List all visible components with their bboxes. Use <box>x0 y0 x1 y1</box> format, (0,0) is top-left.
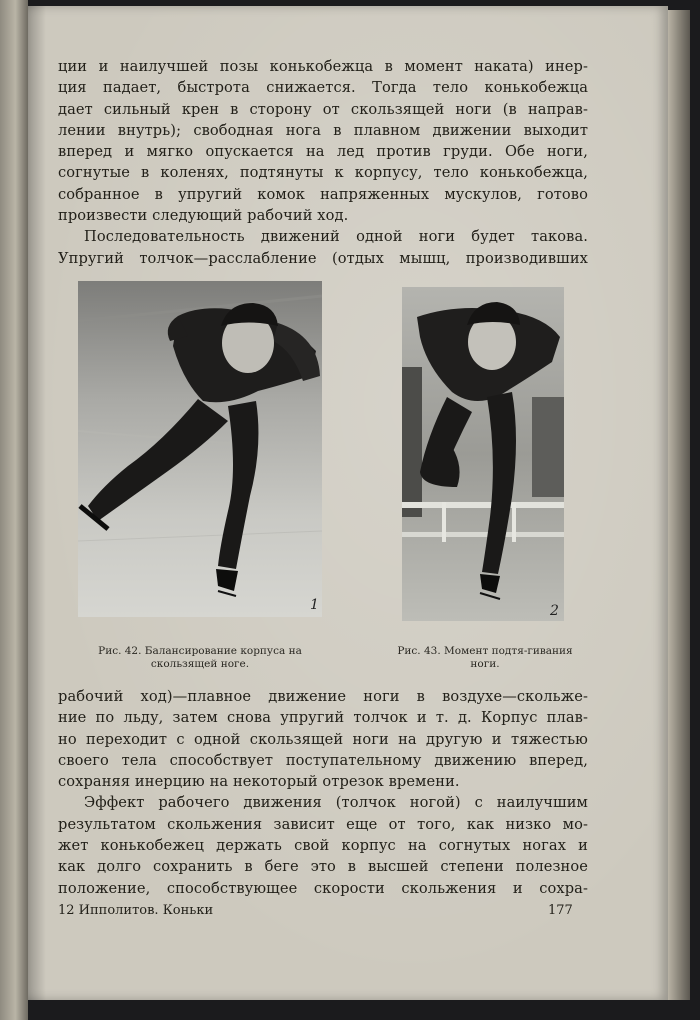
left-page-edge <box>0 0 28 1020</box>
paragraph-bottom <box>58 686 588 899</box>
text-line: рабочий ход)—плавное движение ноги в воздухе—скольже- <box>58 688 588 705</box>
figure-caption: Рис. 43. Момент подтя-гивания ноги. <box>397 645 573 670</box>
text-line: положение, способствующее скорости скольжения и сохра- <box>58 879 588 897</box>
text-line: ции и наилучшей позы конькобежца в момент наката) инер- <box>58 58 588 75</box>
text-line: сохраняя инерцию на некоторый отрезок времени. <box>58 773 460 791</box>
text-line: собранное в упругий комок напряженных мускулов, готово <box>58 185 588 203</box>
figure-number: 2 <box>550 603 559 619</box>
page-number: 177 <box>548 903 573 918</box>
figure-skater-balancing <box>78 281 322 617</box>
right-page-edge <box>668 10 690 1000</box>
text-line: Эффект рабочего движения (толчок ногой) с наилучшим <box>84 794 588 812</box>
text-line: результатом скольжения зависит еще от того, как низко мо- <box>58 815 588 833</box>
text-line: Упругий толчок—расслабление (отдых мышц, производивших <box>58 249 588 267</box>
text-line: произвести следующий рабочий ход. <box>58 207 349 225</box>
figure-number: 1 <box>310 597 319 613</box>
text-line: ция падает, быстрота снижается. Тогда тело конькобежца <box>58 79 588 97</box>
paragraph-top <box>58 56 588 269</box>
text-line: ние по льду, затем снова упругий толчок и т. д. Корпус плав- <box>58 709 588 727</box>
figure-skater-leg-pull <box>402 287 564 621</box>
text-line: вперед и мягко опускается на лед против груди. Обе ноги, <box>58 143 588 161</box>
text-line: согнутые в коленях, подтянуты к корпусу, тело конькобежца, <box>58 164 588 182</box>
text-line: жет конькобежец держать свой корпус на согнутых ногах и <box>58 837 588 855</box>
text-line: как долго сохранить в беге это в высшей степени полезное <box>58 858 588 876</box>
figure-caption: Рис. 42. Балансирование корпуса на скользящей ноге. <box>98 645 302 670</box>
text-line: своего тела способствует поступательному движению вперед, <box>58 751 588 769</box>
text-line: Последовательность движений одной ноги будет такова. <box>84 228 588 246</box>
text-line: но переходит с одной скользящей ноги на другую и тяжестью <box>58 730 588 748</box>
page-footer-signature: 12 Ипполитов. Коньки <box>58 903 214 918</box>
text-line: дает сильный крен в сторону от скользящей ноги (в направ- <box>58 100 588 118</box>
text-line: лении внутрь); свободная нога в плавном движении выходит <box>58 121 588 139</box>
